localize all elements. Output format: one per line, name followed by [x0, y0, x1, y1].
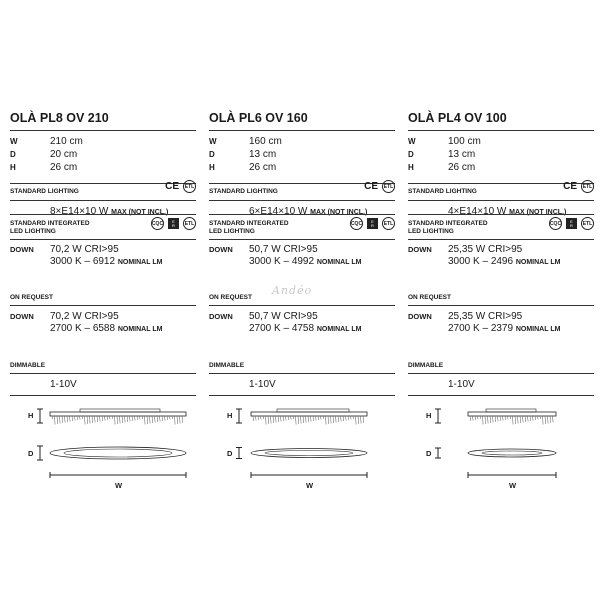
- width-label: W: [509, 481, 517, 490]
- width-label: W: [115, 481, 123, 490]
- request-down-lm-row: 2700 K – 4758 NOMINAL LM: [249, 323, 362, 334]
- divider: [209, 200, 395, 201]
- depth-label: D: [227, 449, 233, 458]
- divider: [10, 373, 196, 374]
- led-down-row: DOWN 50,7 W CRI>95: [209, 244, 318, 255]
- luminaire-body: [251, 412, 367, 416]
- technical-drawing: [209, 395, 395, 495]
- cert-icons: [165, 180, 196, 193]
- dimmable-label: DIMMABLE: [209, 362, 245, 369]
- dimension-width: W 210 cm: [10, 136, 83, 147]
- divider: [408, 214, 594, 215]
- standard-lighting-label: STANDARD LIGHTING: [408, 188, 477, 195]
- cqc-icon: CQC: [350, 217, 363, 230]
- height-label: H: [426, 411, 432, 420]
- led-down-lm-row: 3000 K – 2496 NOMINAL LM: [448, 256, 561, 267]
- on-request-label: ON REQUEST: [10, 294, 53, 301]
- crystal-drops: [52, 416, 183, 425]
- standard-lighting-label: STANDARD LIGHTING: [209, 188, 278, 195]
- divider: [408, 305, 594, 306]
- etl-listed-icon: ETL: [183, 217, 196, 230]
- cert-icons: [151, 217, 196, 230]
- cert-icons: [549, 217, 594, 230]
- led-lighting-section: [10, 214, 196, 268]
- depth-label: D: [28, 449, 34, 458]
- luminaire-drawing: [10, 395, 196, 495]
- on-request-section: [209, 294, 395, 335]
- divider: [209, 214, 395, 215]
- technical-drawing: [10, 395, 196, 495]
- dimmable-section: [408, 362, 594, 391]
- etl-listed-icon: ETL: [183, 180, 196, 193]
- dimmable-value: 1-10V: [249, 379, 276, 390]
- led-lighting-section: [408, 214, 594, 268]
- led-lighting-label: STANDARD INTEGRATED LED LIGHTING: [209, 220, 289, 235]
- request-down-row: DOWN 50,7 W CRI>95: [209, 311, 318, 322]
- divider: [10, 200, 196, 201]
- request-down-row: DOWN 25,35 W CRI>95: [408, 311, 523, 322]
- standard-lighting-label: STANDARD LIGHTING: [10, 188, 79, 195]
- ceiling-plate: [486, 409, 536, 412]
- energy-label-icon: E R: [367, 218, 378, 229]
- product-title: OLÀ PL8 OV 210: [10, 111, 109, 125]
- ce-mark-icon: CE: [563, 181, 577, 192]
- top-view-outline: [251, 449, 367, 458]
- led-lighting-label: STANDARD INTEGRATED LED LIGHTING: [408, 220, 488, 235]
- cert-icons: [563, 180, 594, 193]
- divider: [408, 373, 594, 374]
- ce-mark-icon: CE: [165, 181, 179, 192]
- request-down-lm-row: 2700 K – 6588 NOMINAL LM: [50, 323, 163, 334]
- luminaire-drawing: [209, 395, 395, 495]
- etl-listed-icon: ETL: [382, 180, 395, 193]
- dimension-depth: D 13 cm: [408, 149, 476, 160]
- standard-spec: 6×E14×10 W MAX (NOT INCL.): [249, 206, 368, 217]
- divider: [10, 239, 196, 240]
- etl-listed-icon: ETL: [581, 180, 594, 193]
- watermark: Andéo: [272, 284, 313, 297]
- led-down-lm-row: 3000 K – 6912 NOMINAL LM: [50, 256, 163, 267]
- product-column: [408, 110, 594, 490]
- ceiling-plate: [80, 409, 160, 412]
- dimension-depth: D 13 cm: [209, 149, 277, 160]
- dimension-height: H 26 cm: [10, 162, 78, 173]
- luminaire-drawing: [408, 395, 594, 495]
- divider: [209, 373, 395, 374]
- dimmable-label: DIMMABLE: [10, 362, 46, 369]
- dimmable-value: 1-10V: [50, 379, 77, 390]
- divider: [209, 305, 395, 306]
- divider: [10, 305, 196, 306]
- dimmable-section: [10, 362, 196, 391]
- dimension-width: W 100 cm: [408, 136, 481, 147]
- product-title: OLÀ PL6 OV 160: [209, 111, 308, 125]
- top-view-inner: [265, 451, 353, 456]
- divider: [10, 214, 196, 215]
- on-request-section: [408, 294, 594, 335]
- dimension-height: H 26 cm: [408, 162, 476, 173]
- luminaire-body: [468, 412, 556, 416]
- top-view-inner: [64, 449, 172, 457]
- dimension-height: H 26 cm: [209, 162, 277, 173]
- energy-label-icon: E R: [566, 218, 577, 229]
- divider: [408, 200, 594, 201]
- top-view-inner: [482, 451, 542, 455]
- led-down-row: DOWN 70,2 W CRI>95: [10, 244, 119, 255]
- on-request-section: [10, 294, 196, 335]
- request-down-row: DOWN 70,2 W CRI>95: [10, 311, 119, 322]
- height-label: H: [227, 411, 233, 420]
- product-title: OLÀ PL4 OV 100: [408, 111, 507, 125]
- luminaire-body: [50, 412, 186, 416]
- led-down-row: DOWN 25,35 W CRI>95: [408, 244, 523, 255]
- dimmable-label: DIMMABLE: [408, 362, 444, 369]
- ceiling-plate: [277, 409, 349, 412]
- top-view-outline: [468, 449, 556, 457]
- cert-icons: [364, 180, 395, 193]
- crystal-drops: [253, 416, 364, 425]
- cqc-icon: CQC: [549, 217, 562, 230]
- height-label: H: [28, 411, 34, 420]
- etl-listed-icon: ETL: [581, 217, 594, 230]
- led-down-lm-row: 3000 K – 4992 NOMINAL LM: [249, 256, 362, 267]
- ce-mark-icon: CE: [364, 181, 378, 192]
- divider: [408, 239, 594, 240]
- on-request-label: ON REQUEST: [408, 294, 451, 301]
- cqc-icon: CQC: [151, 217, 164, 230]
- dimmable-value: 1-10V: [448, 379, 475, 390]
- standard-spec: 4×E14×10 W MAX (NOT INCL.): [448, 206, 567, 217]
- cert-icons: [350, 217, 395, 230]
- request-down-lm-row: 2700 K – 2379 NOMINAL LM: [448, 323, 561, 334]
- energy-label-icon: E R: [168, 218, 179, 229]
- dimension-depth: D 20 cm: [10, 149, 78, 160]
- crystal-drops: [470, 416, 553, 425]
- dimension-width: W 160 cm: [209, 136, 282, 147]
- depth-label: D: [426, 449, 432, 458]
- led-lighting-section: [209, 214, 395, 268]
- etl-listed-icon: ETL: [382, 217, 395, 230]
- divider: [209, 239, 395, 240]
- standard-spec: 8×E14×10 W MAX (NOT INCL.): [50, 206, 169, 217]
- product-column: [10, 110, 196, 490]
- on-request-label: ON REQUEST: [209, 294, 252, 301]
- technical-drawing: [408, 395, 594, 495]
- width-label: W: [306, 481, 314, 490]
- dimmable-section: [209, 362, 395, 391]
- led-lighting-label: STANDARD INTEGRATED LED LIGHTING: [10, 220, 90, 235]
